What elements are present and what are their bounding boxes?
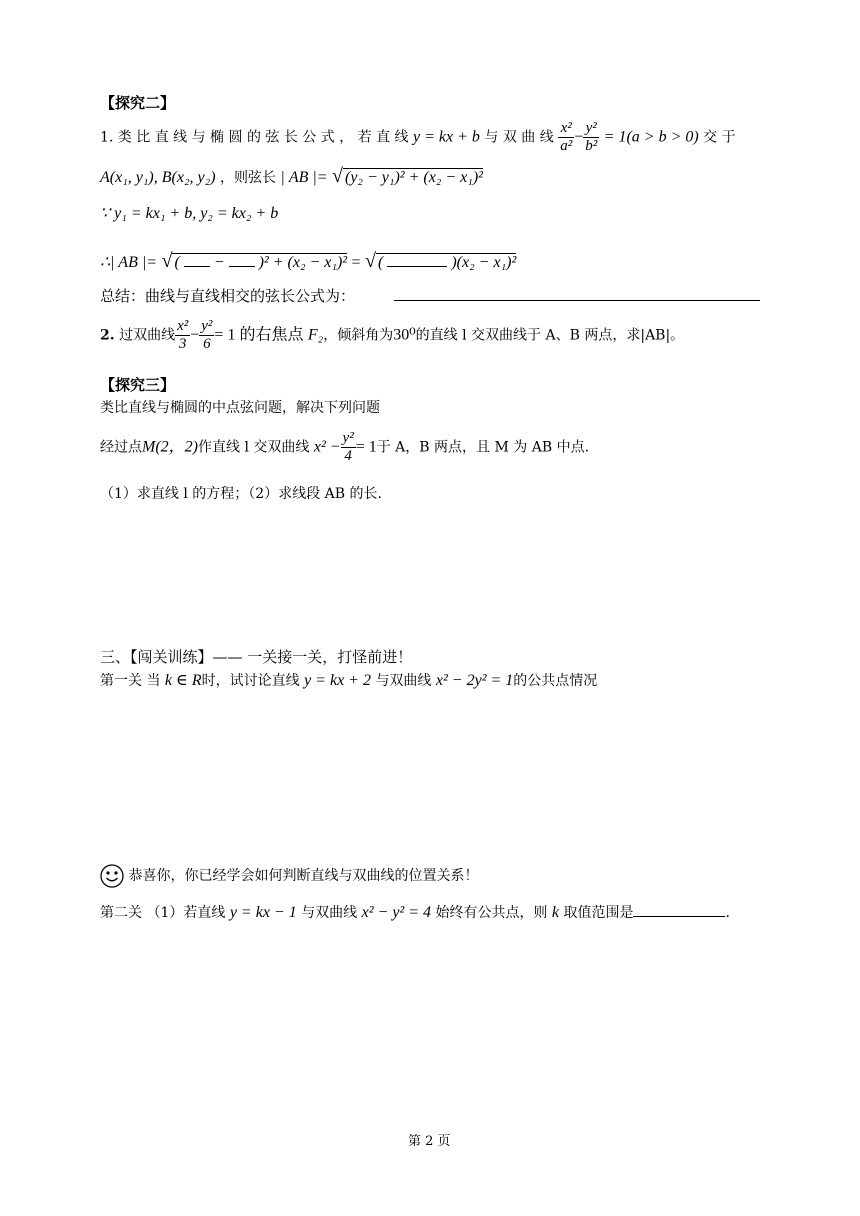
item2-focus: F₂ [307,326,324,344]
level1-text3: 的公共点情况 [513,673,598,689]
points-suffix: ，则弦长 [219,170,276,186]
minus-sign: − [574,128,584,146]
item1-line-eq: y = kx + b [413,128,480,146]
item2-eq-tail: = 1 的右焦点 [214,326,304,344]
section-heading-explore2: 【探究二】 [100,94,176,112]
points: A(x₁, y₁), B(x₂, y₂) [100,169,216,186]
page-number: 第 2 页 [408,1134,451,1149]
item2-text1: 过双曲线 [119,327,176,344]
item1-mid: 与 双 曲 线 [484,129,554,146]
explore3-questions: （1）求直线 l 的方程；（2）求线段 AB 的长. [100,486,382,502]
level2-text1: 与双曲线 [301,905,358,921]
explore2-points-line [100,165,483,188]
explore3-intro: 类比直线与椭圆的中点弦问题，解决下列问题 [100,400,380,416]
level1-curve: x² − 2y² = 1 [435,672,514,689]
level2-text3: 取值范围是 [563,905,634,921]
summary-label: 总结：曲线与直线相交的弦长公式为： [100,287,356,305]
fraction-x2-a2: $\frac{\text{x²}}{\text{a²}}$ [560,120,573,154]
level1-text1: 时，试讨论直线 [201,673,300,689]
level2-line [100,902,730,922]
sqrt-symbol: √ [332,165,343,187]
level1-line-eq: y = kx + 2 [304,672,371,689]
problem-suffix: 于 A，B 两点，且 M 为 AB 中点. [376,439,590,456]
level2-label: 第二关 （1）若直线 [100,905,226,921]
fraction-y2-4: $\frac{\text{y²}}{4}$ [342,430,354,464]
blank-2[interactable] [229,252,255,267]
sqrt-symbol-3: √ [365,250,377,272]
congrats-text: 恭喜你，你已经学会如何判断直线与双曲线的位置关系！ [128,868,479,884]
level2-line-eq: y = kx − 1 [229,904,297,921]
blank-1[interactable] [184,252,210,267]
level2-curve: x² − y² = 4 [361,904,432,921]
point-m: M(2，2) [142,438,198,456]
problem-eq-tail: = 1 [355,438,377,456]
item2-text3: 的直线 l 交双曲线于 A、B 两点，求|AB|。 [415,327,685,344]
level2-answer-blank[interactable] [633,902,725,917]
item1-cond: = 1(a > b > 0) [603,128,699,146]
level1-text2: 与双曲线 [375,673,432,689]
problem-prefix: 经过点 [100,439,142,456]
sqrt-symbol-2: √ [161,250,173,272]
explore3-problem: 经过点M(2，2)作直线 l 交双曲线 x² − $\frac{\text{y²}}{4}$ = 1于 A，B 两点，且 M 为 AB 中点. [100,430,590,464]
blank-3[interactable] [387,252,447,267]
therefore-lhs: ∴| AB |= [100,254,158,271]
level1-label: 第一关 当 [100,673,161,689]
level1-cond: k ∈ R [164,672,202,689]
level2-end: . [725,905,730,921]
because-line: ∵ y₁ = kx₁ + b, y₂ = kx₂ + b [100,205,279,222]
therefore-line: ∴| AB |= √ ( − )² + (x₂ − x₁)² = √ ( )(x₂ − x₁)² [100,250,517,272]
ab-formula-radicand: (y₂ − y₁)² + (x₂ − x₁)² [345,169,483,186]
level2-k: k [551,904,560,921]
fraction-y2-b2: $\frac{\text{y²}}{\text{b²}}$ [585,120,598,154]
fraction-y2-6: $\frac{\text{y²}}{6}$ [201,318,213,352]
item2-angle: 30⁰ [393,326,416,344]
problem-mid: 作直线 l 交双曲线 [198,439,310,456]
smiley-icon [100,864,124,888]
item1-prefix: 1. 类 比 直 线 与 椭 圆 的 弦 长 公 式 ， 若 直 线 [100,129,409,146]
item2-text2: ，倾斜角为 [323,327,394,344]
section-heading-explore3: 【探究三】 [100,376,176,394]
ab-formula-lhs: | AB |= [280,169,328,186]
summary-line [100,285,355,306]
level2-text2: 始终有公共点，则 [435,905,548,921]
minus-sign-2: − [190,326,200,344]
training-heading: 三、【闯关训练】—— 一关接一关，打怪前进！ [100,648,413,666]
explore2-item1-line1 [100,120,736,155]
item1-suffix: 交 于 [703,129,736,146]
level1-line [100,670,597,690]
explore2-item2 [100,318,684,353]
congrats-line [100,864,478,888]
summary-answer-blank[interactable] [394,300,760,301]
fraction-x2-3: $\frac{\text{x²}}{3}$ [177,318,189,352]
therefore-mid: = [351,254,361,271]
item2-number: 2. [100,327,115,344]
